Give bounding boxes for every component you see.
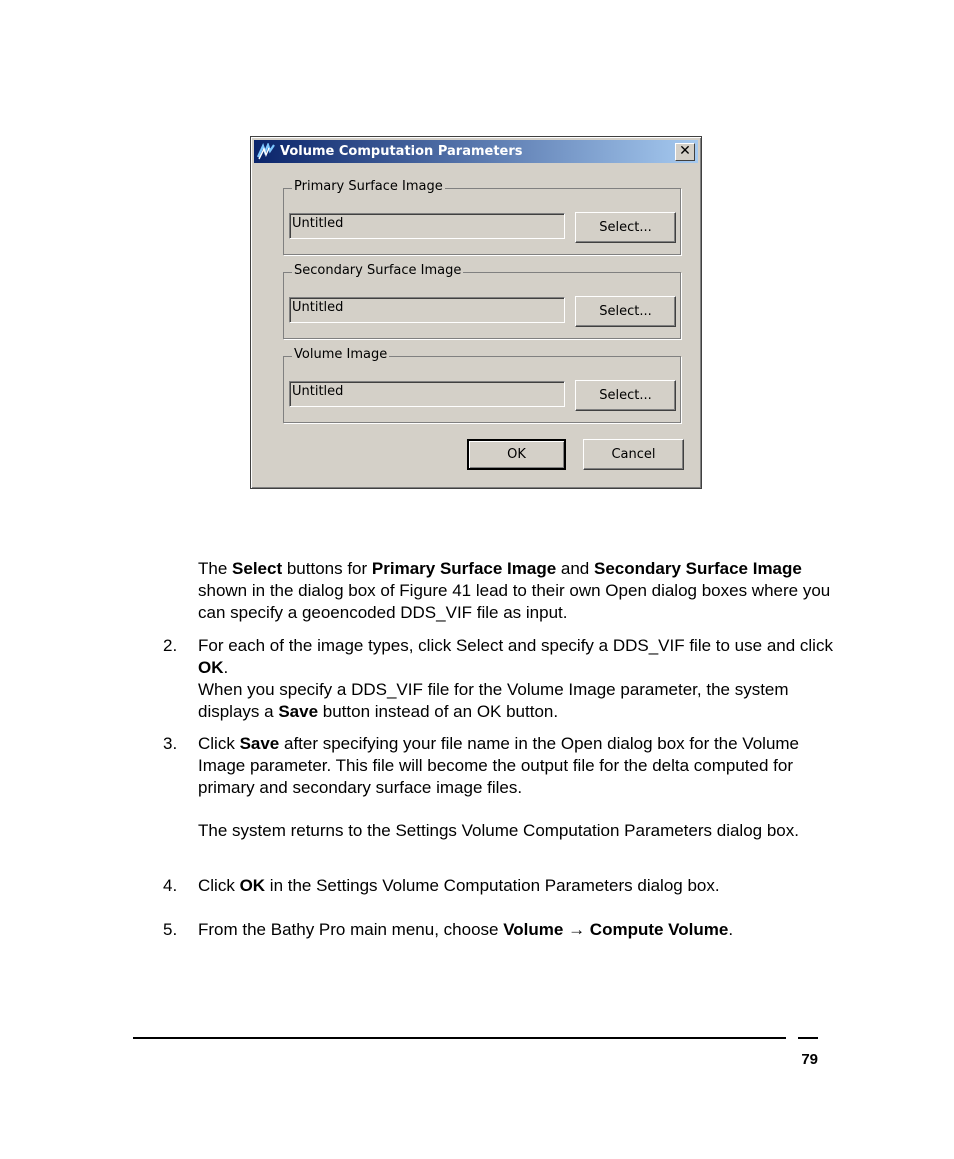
- secondary-surface-field[interactable]: Untitled: [289, 297, 565, 323]
- secondary-select-button[interactable]: Select...: [575, 296, 676, 327]
- ok-button[interactable]: OK: [467, 439, 566, 470]
- footer-rule: [133, 1037, 786, 1039]
- step-number: 5.: [163, 920, 178, 939]
- page-number: 79: [801, 1051, 818, 1068]
- close-icon: ✕: [679, 143, 691, 159]
- dialog-titlebar[interactable]: [254, 140, 698, 163]
- step-5-text: From the Bathy Pro main menu, choose Volume → Compute Volume.: [198, 920, 734, 939]
- primary-surface-group: [283, 179, 681, 255]
- cancel-button[interactable]: Cancel: [583, 439, 684, 470]
- step-3-text: Click Save after specifying your file name in the Open dialog box for the Volume Image parameter. This file will become the output file for the delta computed for primary and secondary surface image files.: [198, 734, 800, 797]
- step-number: 4.: [163, 876, 178, 895]
- volume-select-button[interactable]: Select...: [575, 380, 676, 411]
- primary-surface-label: Primary Surface Image: [294, 179, 443, 194]
- volume-image-group: [283, 347, 681, 423]
- step-3-note: The system returns to the Settings Volume Computation Parameters dialog box.: [198, 821, 799, 840]
- volume-computation-dialog: [250, 136, 702, 489]
- intro-text: The Select buttons for Primary Surface Image and Secondary Surface Image shown in the dialog box of Figure 41 lead to their own Open dialog boxes where you can specify a geoencoded DDS_VIF file as input.: [198, 559, 831, 622]
- primary-surface-field[interactable]: Untitled: [289, 213, 565, 239]
- footer-rule-short: [798, 1037, 818, 1039]
- app-logo-icon: [257, 143, 275, 160]
- secondary-surface-group: [283, 263, 681, 339]
- volume-image-field[interactable]: Untitled: [289, 381, 565, 407]
- primary-select-button[interactable]: Select...: [575, 212, 676, 243]
- step-number: 2.: [163, 636, 178, 655]
- step-2-text: For each of the image types, click Select and specify a DDS_VIF file to use and click OK. When you specify a DDS_VIF file for the Volume Image parameter, the system displays a Save button instead of an OK button.: [198, 636, 833, 721]
- dialog-title: Volume Computation Parameters: [280, 144, 523, 159]
- close-button[interactable]: [675, 143, 695, 161]
- volume-image-label: Volume Image: [294, 347, 388, 362]
- step-4-text: Click OK in the Settings Volume Computation Parameters dialog box.: [198, 876, 720, 895]
- secondary-surface-label: Secondary Surface Image: [294, 263, 462, 278]
- step-number: 3.: [163, 734, 178, 753]
